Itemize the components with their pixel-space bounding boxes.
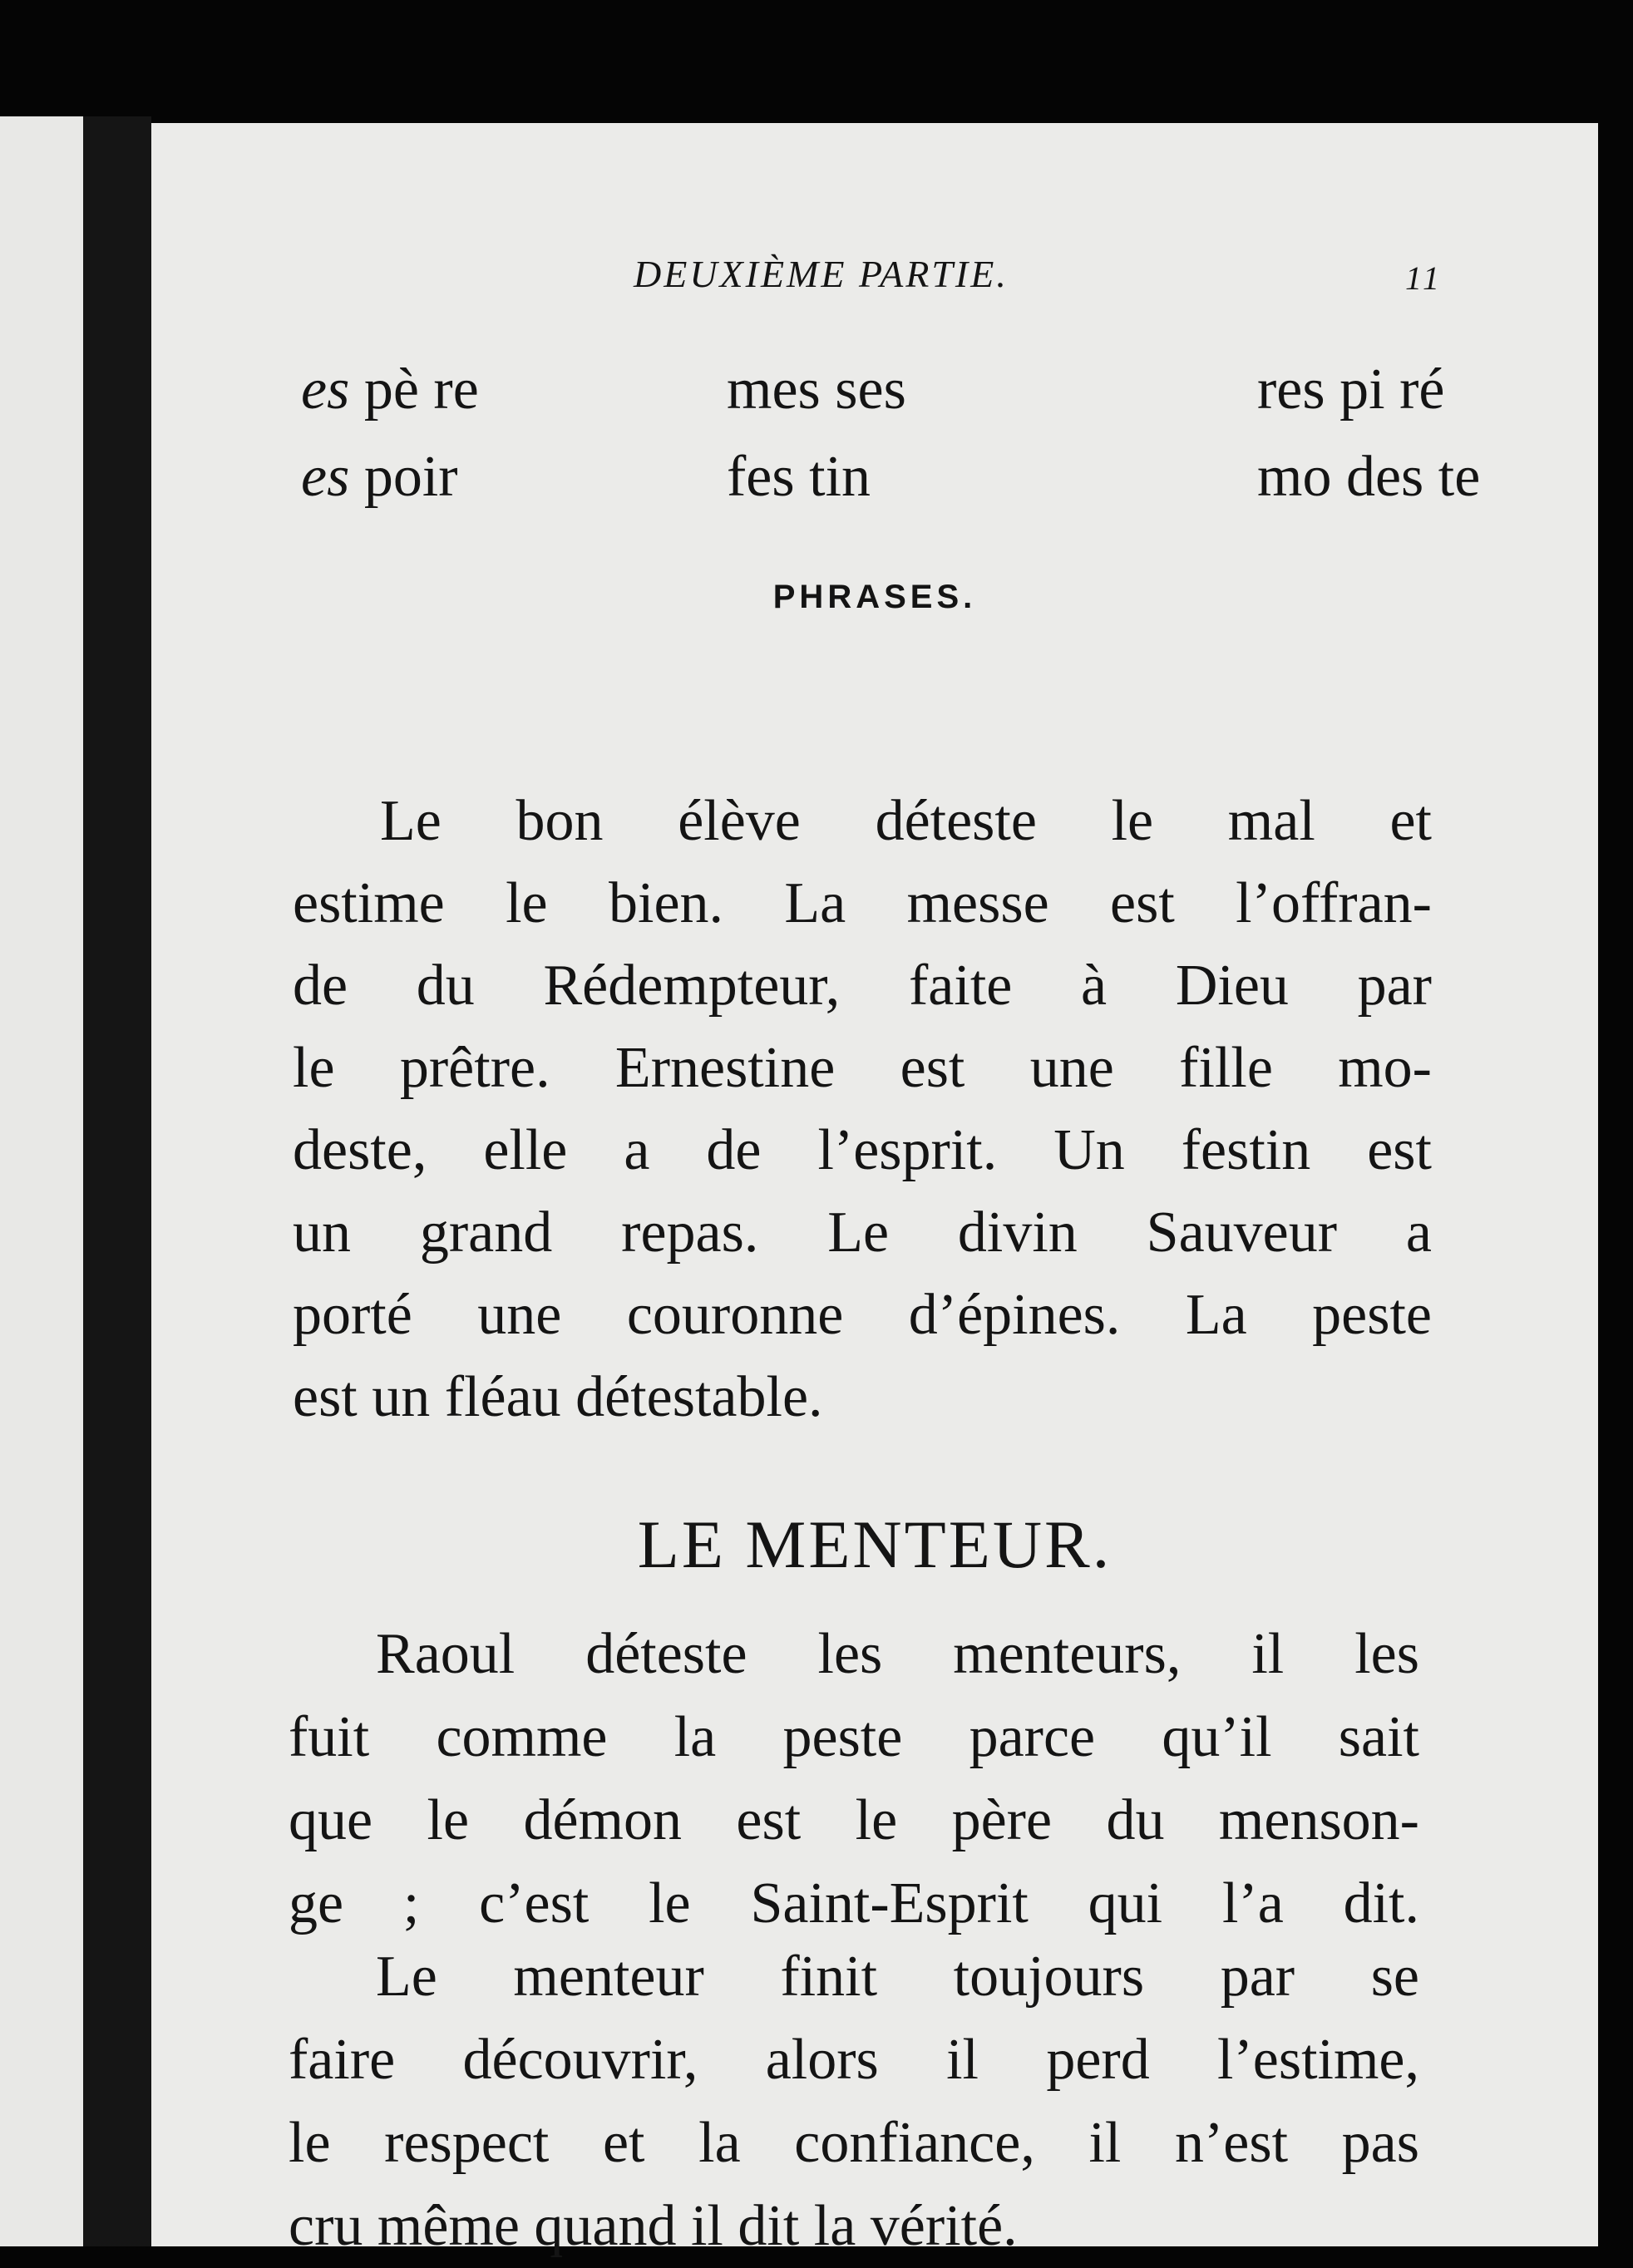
page-header (151, 252, 1598, 302)
text-line: Le bon élève déteste le mal et (380, 789, 1432, 853)
text-line: un grand repas. Le divin Sauveur a (293, 1201, 1432, 1265)
text-line: porté une couronne d’épines. La peste (293, 1283, 1432, 1347)
syllable-text: poir (349, 445, 458, 509)
text-line: faire découvrir, alors il perd l’estime, (289, 2028, 1419, 2092)
syllable-text: mo des te (1257, 445, 1481, 509)
text-line: le respect et la confiance, il n’est pas (289, 2111, 1419, 2175)
syllable-cell (1257, 346, 1444, 433)
syllable-emphasis: es (301, 445, 350, 509)
text-line: cru même quand il dit la vérité. (289, 2194, 1018, 2258)
text-line: deste, elle a de l’esprit. Un festin est (293, 1118, 1432, 1182)
syllable-row-1 (301, 346, 1548, 433)
text-line: fuit comme la peste parce qu’il sait (289, 1705, 1419, 1769)
book-page (151, 123, 1598, 2258)
syllable-cell (727, 433, 871, 520)
text-line: estime le bien. La messe est l’offran- (293, 871, 1432, 935)
text-line: Raoul déteste les menteurs, il les (376, 1622, 1419, 1686)
text-line: Le menteur finit toujours par se (376, 1945, 1419, 2009)
syllable-row-2 (301, 433, 1548, 520)
text-line: ge ; c’est le Saint-Esprit qui l’a dit. (289, 1871, 1419, 1935)
phrases-paragraph (293, 780, 1432, 1438)
text-line: de du Rédempteur, faite à Dieu par (293, 954, 1432, 1018)
story-title: LE MENTEUR. (637, 1506, 1113, 1582)
syllable-emphasis: es (301, 357, 350, 422)
story-paragraph-1 (289, 1613, 1419, 1945)
syllable-text: mes ses (727, 357, 906, 422)
text-line: que le démon est le père du menson- (289, 1788, 1419, 1852)
book-gutter (83, 116, 151, 2246)
syllable-text: fes tin (727, 445, 871, 509)
syllable-cell (727, 346, 906, 433)
syllable-table (301, 346, 1548, 520)
syllable-cell (301, 433, 458, 520)
story-paragraph-2 (289, 1935, 1419, 2268)
syllable-cell (1257, 433, 1480, 520)
syllable-text: pè re (349, 357, 479, 422)
syllable-cell (301, 346, 479, 433)
running-title: DEUXIÈME PARTIE. (634, 253, 1009, 295)
text-line: le prêtre. Ernestine est une fille mo- (293, 1036, 1432, 1100)
text-line: est un fléau détestable. (293, 1365, 823, 1429)
section-heading: PHRASES. (772, 579, 977, 615)
syllable-text: res pi ré (1257, 357, 1445, 422)
page-number: 11 (1405, 259, 1443, 297)
